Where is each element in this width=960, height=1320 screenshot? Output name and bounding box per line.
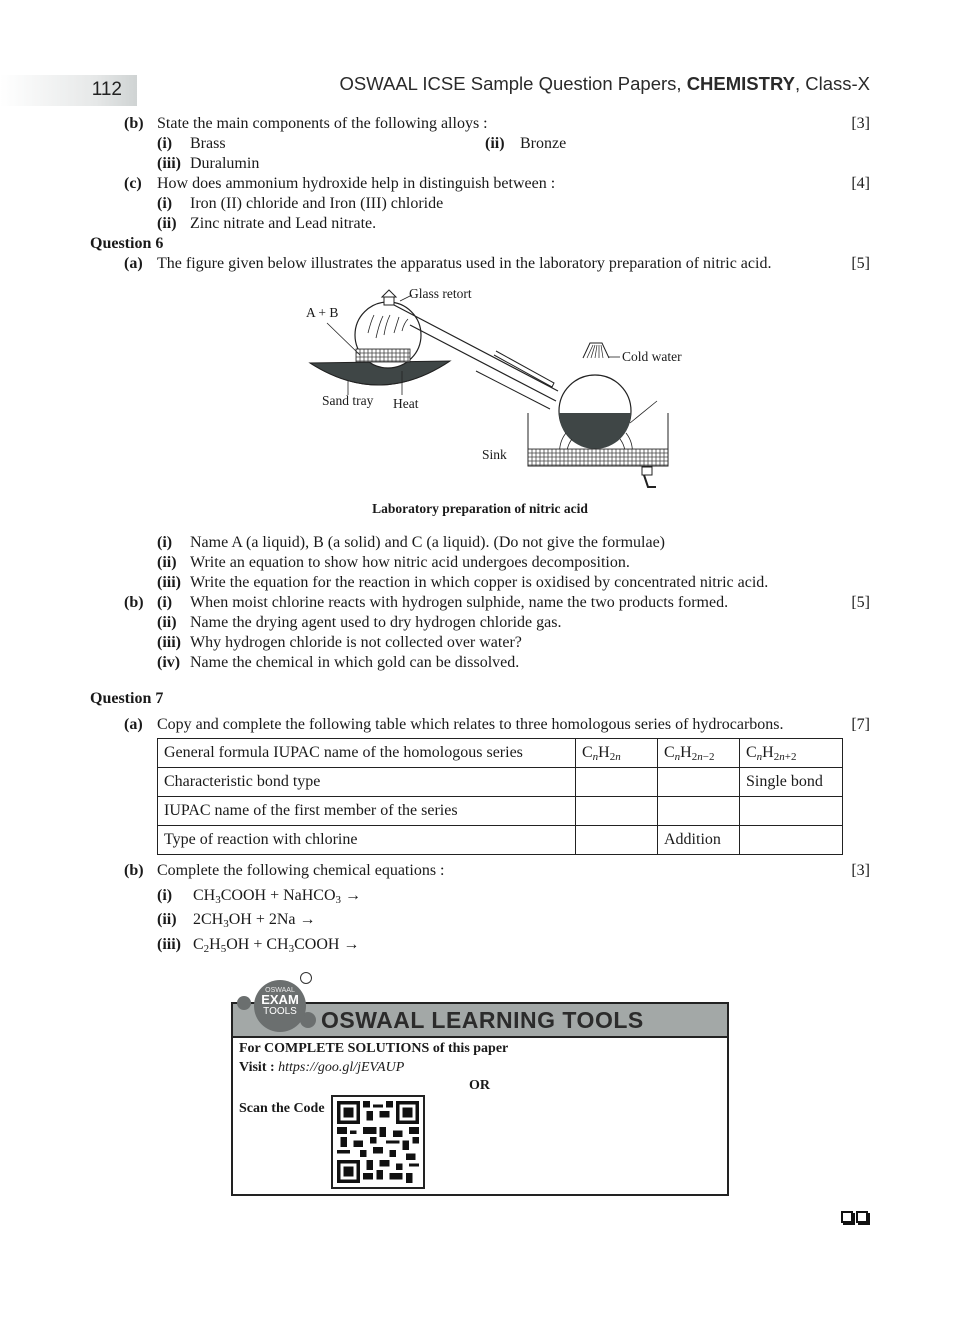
table-cell — [576, 768, 658, 797]
q5c-marks: [4] — [851, 175, 870, 192]
table-row — [158, 797, 843, 826]
q6a-iii-text: Write the equation for the reaction in which copper is oxidised by concentrated nitric acid. — [190, 574, 769, 591]
q5b-label: (b) — [124, 115, 144, 132]
q6b-i-label: (i) — [157, 594, 173, 611]
q7b-marks: [3] — [851, 862, 870, 879]
label-sink: Sink — [482, 447, 507, 462]
label-a-plus-b: A + B — [306, 305, 339, 320]
figure-caption: Laboratory preparation of nitric acid — [372, 501, 588, 516]
table-cell — [740, 797, 843, 826]
decorative-dot-icon — [237, 996, 251, 1010]
q7b-label: (b) — [124, 862, 144, 879]
or-text: OR — [469, 1078, 490, 1093]
table-cell — [576, 797, 658, 826]
q5c-i-label: (i) — [157, 195, 173, 212]
label-glass-retort: Glass retort — [409, 286, 472, 301]
table-cell: Single bond — [740, 768, 843, 797]
q7a-marks: [7] — [851, 716, 870, 733]
table-cell — [576, 826, 658, 855]
q7b-iii-label: (iii) — [157, 936, 181, 953]
homologous-series-table — [157, 738, 843, 855]
visit-line: Visit : https://goo.gl/jEVAUP — [239, 1060, 405, 1075]
table-cell — [740, 826, 843, 855]
q5b-ii-text: Bronze — [520, 135, 567, 152]
table-cell — [658, 768, 740, 797]
q6b-iii-label: (iii) — [157, 634, 181, 651]
table-cell: Type of reaction with chlorine — [158, 826, 576, 855]
q7a-label: (a) — [124, 716, 143, 733]
apparatus-diagram — [290, 283, 710, 498]
q6a-ii-text: Write an equation to show how nitric acid undergoes decomposition. — [190, 554, 630, 571]
q6b-marks: [5] — [851, 594, 870, 611]
q7b-ii-label: (ii) — [157, 911, 177, 928]
label-heat: Heat — [393, 396, 419, 411]
q6b-iii-text: Why hydrogen chloride is not collected over water? — [190, 634, 522, 651]
q7b-i-label: (i) — [157, 887, 173, 904]
table-row — [158, 768, 843, 797]
q6a-text: The figure given below illustrates the apparatus used in the laboratory preparation of nitric acid. — [157, 255, 772, 272]
q6a-marks: [5] — [851, 255, 870, 272]
q5c-ii-label: (ii) — [157, 215, 177, 232]
q5c-text: How does ammonium hydroxide help in distinguish between : — [157, 175, 556, 192]
q7a-text: Copy and complete the following table which relates to three homologous series of hydrocarbons. — [157, 716, 784, 733]
table-row — [158, 826, 843, 855]
q5b-iii-text: Duralumin — [190, 155, 260, 172]
q5c-i-text: Iron (II) chloride and Iron (III) chloride — [190, 195, 444, 212]
q6a-ii-label: (ii) — [157, 554, 177, 571]
question-7-heading: Question 7 — [90, 690, 164, 707]
table-cell: Characteristic bond type — [158, 768, 576, 797]
table-cell — [658, 797, 740, 826]
q6a-iii-label: (iii) — [157, 574, 181, 591]
q5b-text: State the main components of the following alloys : — [157, 115, 488, 132]
square-icon — [841, 1211, 853, 1223]
running-header: OSWAAL ICSE Sample Question Papers, CHEMISTRY, Class-X — [339, 73, 870, 94]
end-of-page-mark — [841, 1211, 871, 1228]
equation-1: $CH_3COOH$ + NaHCO$_3$ → — [193, 887, 362, 906]
table-cell: IUPAC name of the first member of the series — [158, 797, 576, 826]
equation-3: $C_2H_5OH$ + $CH_3COOH$ → — [193, 936, 360, 955]
q7b-text: Complete the following chemical equations : — [157, 862, 445, 879]
q6a-label: (a) — [124, 255, 143, 272]
page-number-tab — [0, 75, 137, 106]
formula-alkyne: $C_nH_{2n-2}$ — [658, 739, 740, 768]
q6b-i-text: When moist chlorine reacts with hydrogen sulphide, name the two products formed. — [190, 594, 729, 611]
solutions-link[interactable]: https://goo.gl/jEVAUP — [278, 1060, 405, 1075]
table-cell: General formula IUPAC name of the homologous series — [158, 739, 576, 768]
q5c-label: (c) — [124, 175, 142, 192]
qr-code-icon — [331, 1095, 425, 1189]
question-6-heading: Question 6 — [90, 235, 164, 252]
complete-solutions-text: For COMPLETE SOLUTIONS of this paper — [239, 1041, 509, 1056]
q5b-iii-label: (iii) — [157, 155, 181, 172]
square-icon — [856, 1211, 868, 1223]
table-header-row — [158, 739, 843, 768]
q6b-ii-text: Name the drying agent used to dry hydrogen chloride gas. — [190, 614, 562, 631]
learning-tools-box — [231, 1002, 729, 1196]
q5b-i-text: Brass — [190, 135, 226, 152]
label-sand-tray: Sand tray — [322, 393, 374, 408]
q5b-i-label: (i) — [157, 135, 173, 152]
q5b-marks: [3] — [851, 115, 870, 132]
q6a-i-text: Name A (a liquid), B (a solid) and C (a liquid). (Do not give the formulae) — [190, 534, 665, 551]
q6b-label: (b) — [124, 594, 144, 611]
q6a-i-label: (i) — [157, 534, 173, 551]
formula-alkene: $C_nH_{2n}$ — [576, 739, 658, 768]
equation-2: $2CH_3OH + 2Na$ → — [193, 911, 316, 930]
q5c-ii-text: Zinc nitrate and Lead nitrate. — [190, 215, 377, 232]
q6b-iv-label: (iv) — [157, 654, 181, 671]
q6b-iv-text: Name the chemical in which gold can be dissolved. — [190, 654, 520, 671]
page-number: 112 — [91, 79, 122, 100]
q6b-ii-label: (ii) — [157, 614, 177, 631]
learning-tools-title: OSWAAL LEARNING TOOLS — [321, 1007, 644, 1033]
oswaal-exam-tools-logo: OSWAAL EXAM TOOLS — [254, 980, 306, 1032]
table-cell: Addition — [658, 826, 740, 855]
decorative-ring-icon — [300, 972, 312, 984]
subject-name: CHEMISTRY — [686, 73, 795, 94]
scan-code-label: Scan the Code — [239, 1101, 325, 1116]
label-cold-water: Cold water — [622, 349, 682, 364]
q5b-ii-label: (ii) — [485, 135, 505, 152]
formula-alkane: $C_nH_{2n+2}$ — [740, 739, 843, 768]
nitric-acid-apparatus-figure — [290, 283, 710, 498]
